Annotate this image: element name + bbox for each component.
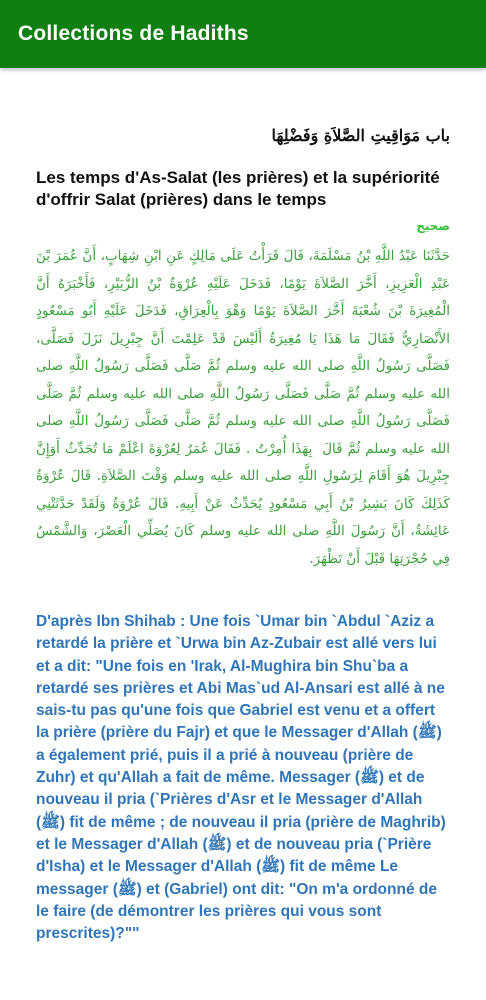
hadith-content xyxy=(0,126,486,945)
app-bar xyxy=(0,0,486,68)
app-title: Collections de Hadiths xyxy=(18,22,249,45)
chapter-title-french: Les temps d'As-Salat (les prières) et la supériorité d'offrir Salat (prières) dans le temps xyxy=(36,168,440,209)
chapter-title-arabic: باب مَوَاقِيتِ الصَّلاَةِ وَفَضْلِهَا xyxy=(271,126,450,145)
hadith-text-arabic: حَدَّثَنَا عَبْدُ اللَّهِ بْنُ مَسْلَمَةَ، قَالَ قَرَأْتُ عَلَى مَالِكٍ عَنِ ابْنِ شِهَابٍ، أَنَّ عُمَرَ بْنَ عَبْدِ الْعَزِيزِ، أَخَّرَ الصَّلاَةَ يَوْمًا، فَدَخَلَ عَلَيْهِ عُرْوَةُ بْنُ الزُّبَيْرِ، فَأَخْبَرَهُ أَنَّ الْمُغِيرَةَ بْنَ شُعْبَةَ أَخَّرَ الصَّلاَةَ يَوْمًا وَهْوَ بِالْعِرَاقِ، فَدَخَلَ عَلَيْهِ أَبُو مَسْعُودٍ الأَنْصَارِيُّ فَقَالَ مَا هَذَا يَا مُغِيرَةُ أَلَيْسَ قَدْ عَلِمْتَ أَنَّ جِبْرِيلَ نَزَلَ فَصَلَّى، فَصَلَّى رَسُولُ اللَّهِ صلى الله عليه وسلم ثُمَّ صَلَّى فَصَلَّى رَسُولُ اللَّهِ صلى الله عليه وسلم ثُمَّ صَلَّى فَصَلَّى رَسُولُ اللَّهِ صلى الله عليه وسلم ثُمَّ صَلَّى فَصَلَّى رَسُولُ اللَّهِ صلى الله عليه وسلم ثُمَّ صَلَّى فَصَلَّى رَسُولُ اللَّهِ صلى الله عليه وسلم ثُمَّ قَالَ ‏ بِهَذَا أُمِرْتُ ‏.‏ فَقَالَ عُمَرُ لِعُرْوَةَ اعْلَمْ مَا تُحَدِّثُ أَوَإِنَّ جِبْرِيلَ هُوَ أَقَامَ لِرَسُولِ اللَّهِ صلى الله عليه وسلم وَقْتَ الصَّلاَةِ‏.‏ قَالَ عُرْوَةُ كَذَلِكَ كَانَ بَشِيرُ بْنُ أَبِي مَسْعُودٍ يُحَدِّثُ عَنْ أَبِيهِ‏.‏ قَالَ عُرْوَةُ وَلَقَدْ حَدَّثَتْنِي عَائِشَةُ، أَنَّ رَسُولَ اللَّهِ صلى الله عليه وسلم كَانَ يُصَلِّي الْعَصْرَ، وَالشَّمْسُ فِي حُجْرَتِهَا قَبْلَ أَنْ تَظْهَرَ‏. xyxy=(36,248,450,567)
hadith-text-french: D'après Ibn Shihab : Une fois `Umar bin `Abdul `Aziz a retardé la prière et `Urwa bin Az-Zubair est allé vers lui et a dit: "Une fois en 'Irak, Al-Mughira bin Shu`ba a retardé ses prières et Abi Mas`ud Al-Ansari est allé à ne sais-tu pas qu'une fois que Gabriel est venu et a offert la prière (prière du Fajr) et que le Messager d'Allah (ﷺ) a également prié, puis il a prié à nouveau (prière de Zuhr) et qu'Allah a fait de même. Messager (ﷺ) et de nouveau il pria (`Prières d'Asr et le Messager d'Allah (ﷺ) fit de même ; de nouveau il pria (prière de Maghrib) et le Messager d'Allah (ﷺ) et de nouveau pria (`Prière d'Isha) et le Messager d'Allah (ﷺ) fit de même Le messager (ﷺ) et (Gabriel) ont dit: "On m'a ordonné de le faire (de démontrer les prières qui vous sont prescrites)?"" xyxy=(36,613,446,943)
hadith-grade-badge: صحيح xyxy=(416,219,450,233)
